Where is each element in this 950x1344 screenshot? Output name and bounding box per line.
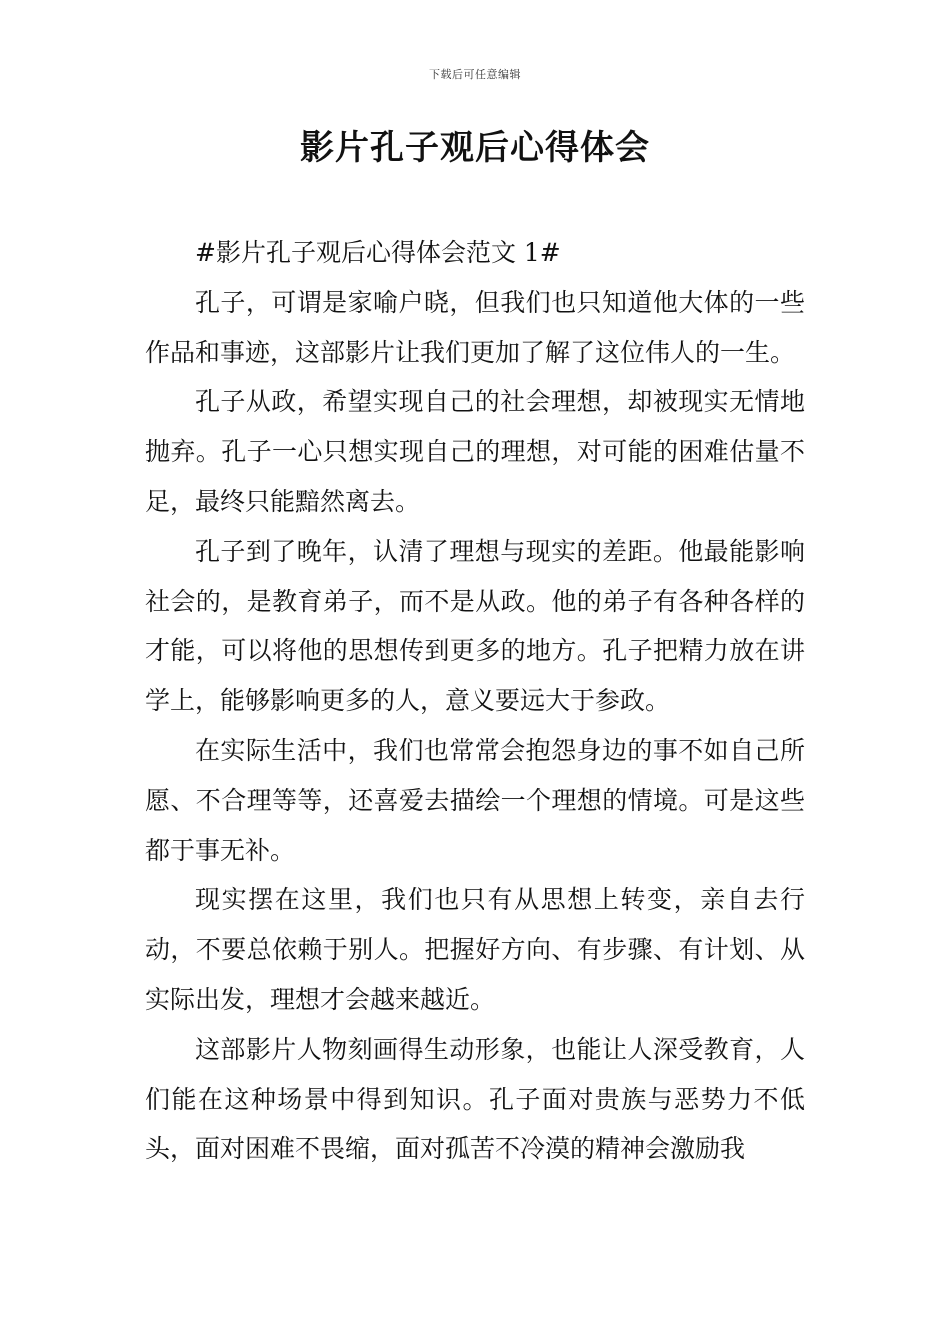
paragraph: 这部影片人物刻画得生动形象，也能让人深受教育，人们能在这种场景中得到知识。孔子面对贵族与恶势力不低头，面对困难不畏缩，面对孤苦不冷漠的精神会激励我 xyxy=(145,1034,805,1164)
document-body xyxy=(145,228,805,1174)
paragraph: 孔子到了晚年，认清了理想与现实的差距。他最能影响社会的，是教育弟子，而不是从政。他的弟子有各种各样的才能，可以将他的思想传到更多的地方。孔子把精力放在讲学上，能够影响更多的人，意义要远大于参政。 xyxy=(145,536,805,716)
paragraph: 现实摆在这里，我们也只有从思想上转变，亲自去行动，不要总依赖于别人。把握好方向、有步骤、有计划、从实际出发，理想才会越来越近。 xyxy=(145,885,805,1014)
paragraph: 孔子从政，希望实现自己的社会理想，却被现实无情地抛弃。孔子一心只想实现自己的理想，对可能的困难估量不足，最终只能黯然离去。 xyxy=(145,387,805,516)
document-title: 影片孔子观后心得体会 xyxy=(300,128,650,168)
paragraph: 孔子，可谓是家喻户晓，但我们也只知道他大体的一些作品和事迹，这部影片让我们更加了解了这位伟人的一生。 xyxy=(145,287,805,367)
section-heading: #影片孔子观后心得体会范文 1# xyxy=(195,238,561,267)
paragraph: 在实际生活中，我们也常常会抱怨身边的事不如自己所愿、不合理等等，还喜爱去描绘一个理想的情境。可是这些都于事无补。 xyxy=(145,735,805,865)
header-note: 下载后可任意编辑 xyxy=(429,68,521,81)
